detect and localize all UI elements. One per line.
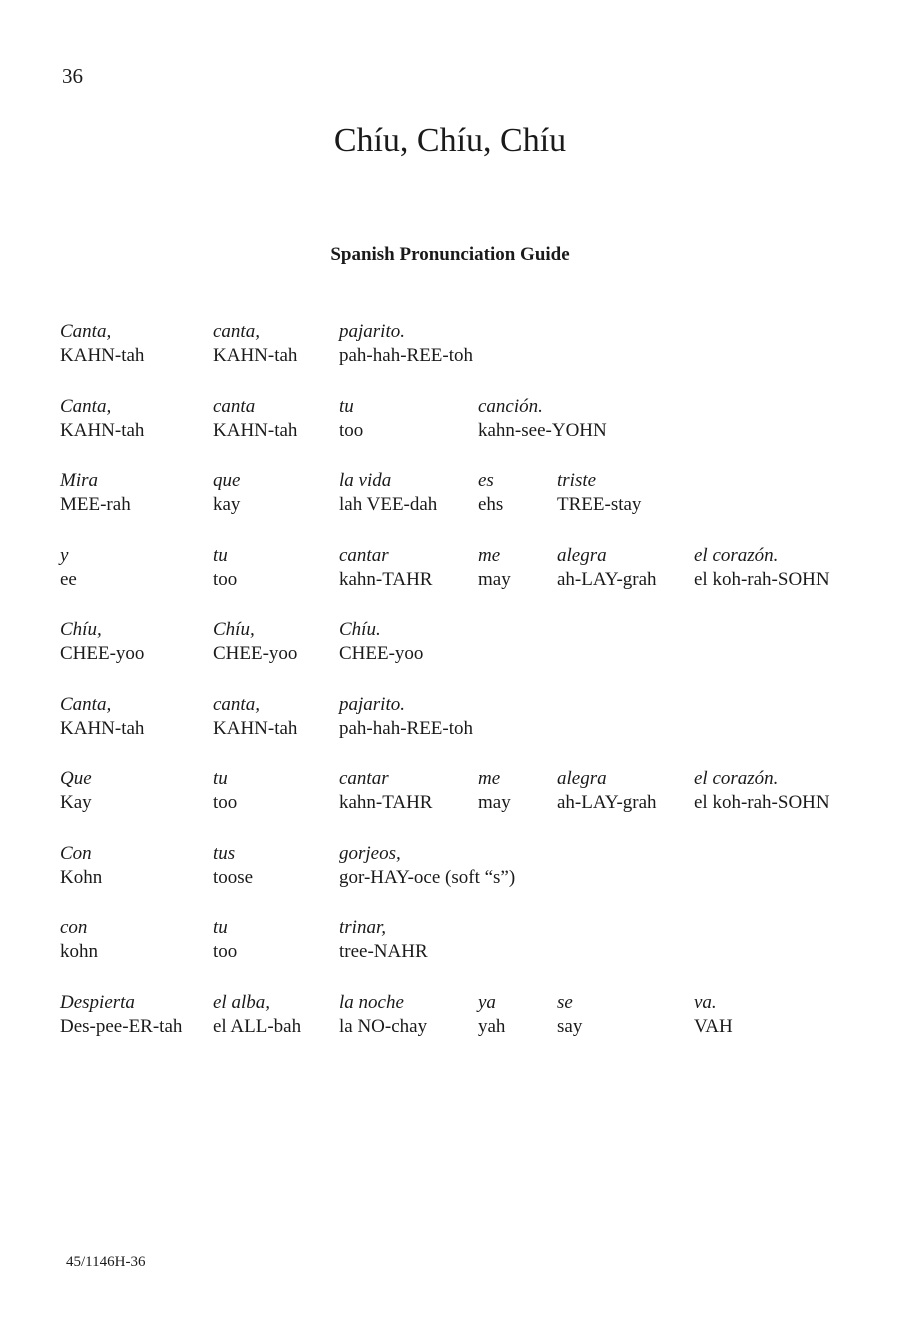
spanish-word: tu xyxy=(213,917,228,938)
page-number: 36 xyxy=(62,64,83,88)
spanish-word: tu xyxy=(339,395,354,417)
section-subtitle: Spanish Pronunciation Guide xyxy=(330,244,570,265)
spanish-line xyxy=(60,395,860,419)
spanish-line xyxy=(60,916,860,940)
pronunciation-line xyxy=(60,344,860,368)
pronunciation-word: KAHN-tah xyxy=(213,345,298,366)
spanish-word: que xyxy=(213,470,241,491)
pronunciation-word: kahn-see-YOHN xyxy=(478,419,607,441)
spanish-word: Chíu. xyxy=(339,619,381,640)
spanish-word: Canta, xyxy=(60,321,112,342)
pronunciation-word: ah-LAY-grah xyxy=(557,792,657,813)
spanish-word: pajarito. xyxy=(339,321,405,342)
pronunciation-word: el ALL-bah xyxy=(213,1015,302,1037)
pronunciation-word: TREE-stay xyxy=(557,494,642,515)
pronunciation-line xyxy=(60,791,860,815)
spanish-word: Que xyxy=(60,768,92,789)
pronunciation-word: KAHN-tah xyxy=(213,717,298,739)
pronunciation-word: gor-HAY-oce (soft “s”) xyxy=(339,866,516,888)
pronunciation-word: KAHN-tah xyxy=(60,717,145,739)
pronunciation-word: may xyxy=(478,568,511,590)
pronunciation-word: kohn xyxy=(60,941,98,962)
stanza xyxy=(60,395,860,470)
pronunciation-line xyxy=(60,940,860,964)
pronunciation-word: too xyxy=(213,941,238,962)
stanza xyxy=(60,916,860,991)
spanish-word: cantar xyxy=(339,544,389,566)
spanish-word: Chíu, xyxy=(60,619,102,640)
spanish-word: con xyxy=(60,917,88,938)
spanish-line xyxy=(60,320,860,344)
page-title: Chíu, Chíu, Chíu xyxy=(333,122,567,159)
pronunciation-word: KAHN-tah xyxy=(213,419,298,441)
pronunciation-word: kay xyxy=(213,494,241,515)
spanish-line xyxy=(60,991,860,1015)
spanish-word: el corazón. xyxy=(694,768,779,789)
spanish-word: me xyxy=(478,768,501,789)
pronunciation-word: too xyxy=(339,419,364,441)
pronunciation-word: ehs xyxy=(478,494,504,515)
spanish-word: Chíu, xyxy=(213,619,255,640)
pronunciation-guide xyxy=(60,320,860,1065)
stanza xyxy=(60,469,860,544)
spanish-word: alegra xyxy=(557,544,607,566)
pronunciation-line xyxy=(60,1015,860,1039)
pronunciation-word: el koh-rah-SOHN xyxy=(694,568,830,590)
spanish-word: la noche xyxy=(339,991,404,1013)
spanish-word: canta, xyxy=(213,693,260,715)
footer-code: 45/1146H-36 xyxy=(66,1254,146,1270)
stanza xyxy=(60,842,860,917)
spanish-word: gorjeos, xyxy=(339,842,401,864)
pronunciation-word: tree-NAHR xyxy=(339,941,428,962)
pronunciation-word: CHEE-yoo xyxy=(339,643,424,664)
pronunciation-line xyxy=(60,568,860,592)
stanza xyxy=(60,320,860,395)
spanish-line xyxy=(60,469,860,493)
stanza xyxy=(60,544,860,619)
spanish-word: trinar, xyxy=(339,917,386,938)
spanish-line xyxy=(60,767,860,791)
pronunciation-word: toose xyxy=(213,866,254,888)
stanza xyxy=(60,693,860,768)
pronunciation-word: VAH xyxy=(694,1015,733,1037)
stanza xyxy=(60,991,860,1066)
spanish-word: Despierta xyxy=(60,991,135,1013)
pronunciation-line xyxy=(60,866,860,890)
pronunciation-word: el koh-rah-SOHN xyxy=(694,792,830,813)
pronunciation-word: Kohn xyxy=(60,866,103,888)
spanish-line xyxy=(60,693,860,717)
pronunciation-word: yah xyxy=(478,1015,506,1037)
spanish-word: va. xyxy=(694,991,717,1013)
pronunciation-word: KAHN-tah xyxy=(60,345,145,366)
spanish-word: el alba, xyxy=(213,991,270,1013)
pronunciation-line xyxy=(60,717,860,741)
spanish-word: la vida xyxy=(339,470,392,491)
pronunciation-word: ee xyxy=(60,568,77,590)
spanish-word: tus xyxy=(213,842,236,864)
spanish-word: es xyxy=(478,470,494,491)
pronunciation-word: KAHN-tah xyxy=(60,419,145,441)
pronunciation-line xyxy=(60,642,860,666)
spanish-word: pajarito. xyxy=(339,693,405,715)
pronunciation-word: pah-hah-REE-toh xyxy=(339,717,474,739)
stanza xyxy=(60,767,860,842)
pronunciation-word: Kay xyxy=(60,792,92,813)
spanish-word: cantar xyxy=(339,768,389,789)
spanish-word: se xyxy=(557,991,573,1013)
pronunciation-line xyxy=(60,493,860,517)
spanish-word: Con xyxy=(60,842,92,864)
spanish-word: Canta, xyxy=(60,693,112,715)
pronunciation-word: kahn-TAHR xyxy=(339,568,433,590)
spanish-word: tu xyxy=(213,544,228,566)
spanish-line xyxy=(60,842,860,866)
spanish-word: alegra xyxy=(557,768,607,789)
spanish-word: canta xyxy=(213,395,256,417)
spanish-word: canción. xyxy=(478,395,543,417)
pronunciation-word: ah-LAY-grah xyxy=(557,568,657,590)
spanish-line xyxy=(60,618,860,642)
spanish-word: y xyxy=(60,544,69,566)
pronunciation-word: pah-hah-REE-toh xyxy=(339,345,474,366)
pronunciation-word: la NO-chay xyxy=(339,1015,428,1037)
pronunciation-word: CHEE-yoo xyxy=(213,643,298,664)
pronunciation-word: too xyxy=(213,568,238,590)
pronunciation-line xyxy=(60,419,860,443)
stanza xyxy=(60,618,860,693)
pronunciation-word: CHEE-yoo xyxy=(60,643,145,664)
spanish-word: ya xyxy=(478,991,496,1013)
pronunciation-word: kahn-TAHR xyxy=(339,792,433,813)
spanish-word: Canta, xyxy=(60,395,112,417)
pronunciation-word: say xyxy=(557,1015,583,1037)
spanish-word: tu xyxy=(213,768,228,789)
spanish-word: me xyxy=(478,544,501,566)
pronunciation-word: too xyxy=(213,792,238,813)
pronunciation-word: Des-pee-ER-tah xyxy=(60,1015,183,1037)
spanish-word: el corazón. xyxy=(694,544,779,566)
spanish-line xyxy=(60,544,860,568)
pronunciation-word: lah VEE-dah xyxy=(339,494,438,515)
spanish-word: canta, xyxy=(213,321,260,342)
pronunciation-word: MEE-rah xyxy=(60,494,131,515)
pronunciation-word: may xyxy=(478,792,511,813)
spanish-word: triste xyxy=(557,470,597,491)
spanish-word: Mira xyxy=(60,470,98,491)
